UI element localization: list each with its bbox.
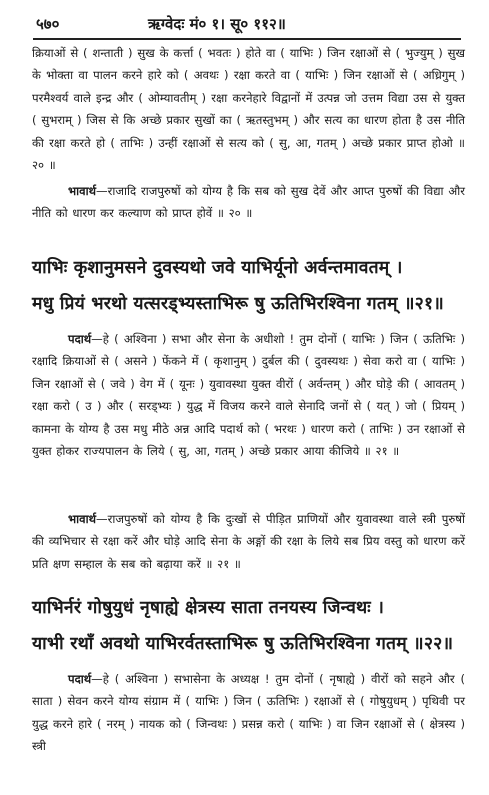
bhavartha-text: —राजादि राजपुरुषों को योग्य है कि सब को सुख देवें और आप्त पुरुषों की विद्या और नीति को धारण कर कल्याण को प्राप्त होवें ॥ २० ॥ (32, 184, 465, 221)
padartha-label: पदार्थ (68, 332, 92, 346)
mantra-line: याभिः कृशानुमसने दुवस्यथो जवे याभिर्यूनो अर्वन्तमावतम् । (32, 258, 403, 278)
page-header (36, 14, 459, 34)
padartha-21 (32, 328, 465, 462)
mantra-22 (32, 590, 465, 662)
padartha-22 (32, 668, 465, 758)
bhavartha-text: —राजपुरुषों को योग्य है कि दुःखों से पीड़ित प्राणियों और युवावस्था वाले स्त्री पुरुषों की व्यभिचार से रक्षा करें और घोड़े आदि सेना के अङ्गों की रक्षा के लिये सब प्रिय वस्तु को धारण करें प्रति क्षण सम्हाल के सब को बढ़ाया करें ॥ २१ ॥ (32, 512, 465, 571)
bhavartha-label: भावार्थ (68, 184, 97, 198)
mantra-line: याभी रथाँ अवथो याभिरर्वतस्ताभिरू षु ऊतिभिरश्विना गतम् ॥२२॥ (32, 634, 454, 654)
padartha-label: पदार्थ (68, 672, 92, 686)
page-number: ५७० (36, 15, 60, 33)
mantra-21 (32, 250, 465, 322)
mantra-line: याभिर्नरं गोषुयुधं नृषाह्ये क्षेत्रस्य साता तनयस्य जिन्वथः । (32, 598, 385, 618)
header-rule (33, 38, 461, 40)
bhavartha-label: भावार्थ (68, 512, 97, 526)
prev-padartha-continuation: क्रियाओं से ( शन्ताती ) सुख के कर्त्ता ( भवतः ) होते वा ( याभिः ) जिन रक्षाओं से ( भुज्युम् ) सुख के भोक्ता वा पालन करने हारे को ( अवथः ) रक्षा करते वा ( याभिः ) जिन रक्षाओं से ( अध्रिगुम् ) परमैश्वर्य वाले इन्द्र और ( ओम्यावतीम् ) रक्षा करनेहारे विद्वानों में उत्पन्न जो उत्तम विद्या उस से युक्त ( सुभराम् ) जिस से कि अच्छे प्रकार सुखों का ( ऋतस्तुभम् ) और सत्य का धारण होता है उस नीति की रक्षा करते हो ( ताभिः ) उन्हीं रक्षाओं से सत्य को ( सु, आ, गतम् ) अच्छे प्रकार प्राप्त होओ ॥ २० ॥ (32, 46, 465, 173)
running-head: ऋग्वेदः मं० १। सू० ११२॥ (148, 15, 286, 33)
padartha-text: —हे ( अश्विना ) सभासेना के अध्यक्ष ! तुम दोनों ( नृषाह्ये ) वीरों को सहने और ( साता ) सेवन करने योग्य संग्राम में ( याभिः ) जिन ( ऊतिभिः ) रक्षाओं से ( गोषुयुधम् ) पृथिवी पर युद्ध करने हारे ( नरम् ) नायक को ( जिन्वथः ) प्रसन्न करो ( याभिः ) वा जिन रक्षाओं से ( क्षेत्रस्य ) स्त्री (32, 672, 465, 754)
padartha-text: —हे ( अश्विना ) सभा और सेना के अधीशो ! तुम दोनों ( याभिः ) जिन ( ऊतिभिः ) रक्षादि क्रियाओं से ( असने ) फेंकने में ( कृशानुम् ) दुर्बल की ( दुवस्यथः ) सेवा करो वा ( याभिः ) जिन रक्षाओं से ( जवे ) वेग में ( यूनः ) युवावस्था युक्त वीरों ( अर्वन्तम् ) और घोड़े की ( आवतम् ) रक्षा करो ( उ ) और ( सरड्भ्यः ) युद्ध में विजय करने वाले सेनादि जनों से ( यत् ) जो ( प्रियम् ) कामना के योग्य है उस मधु मीठे अन्न आदि पदार्थ को ( भरथः ) धारण करो ( ताभिः ) उन रक्षाओं से युक्त होकर राज्यपालन के लिये ( सु, आ, गतम् ) अच्छे प्रकार आया कीजिये ॥ २१ ॥ (32, 332, 465, 459)
bhavartha-21 (32, 508, 465, 575)
mantra-line: मधु प्रियं भरथो यत्सरड्भ्यस्ताभिरू षु ऊतिभिरश्विना गतम् ॥२१॥ (32, 294, 444, 314)
prev-bhavartha (32, 180, 465, 225)
